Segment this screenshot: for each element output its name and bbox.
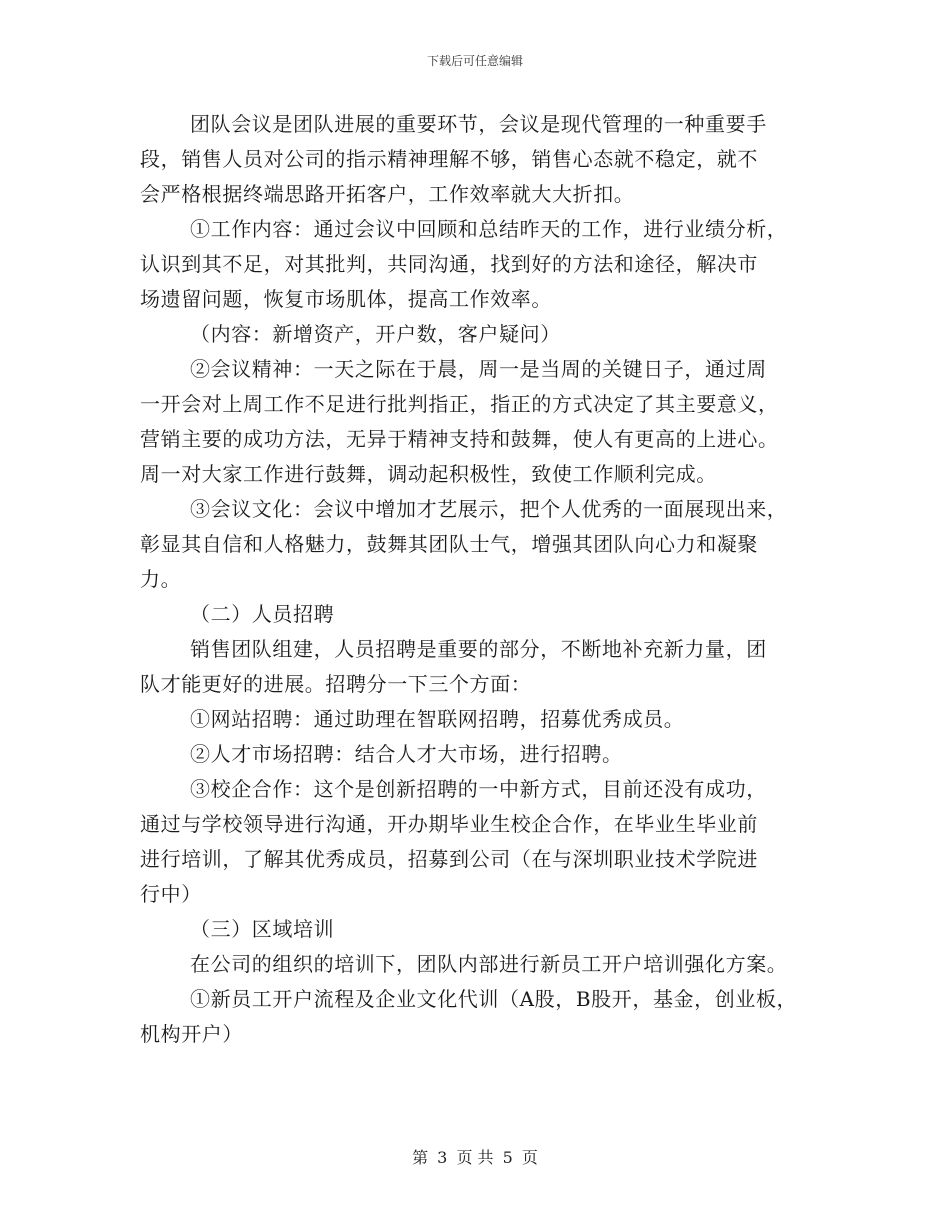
text-line: 在公司的组织的培训下，团队内部进行新员工开户培训强化方案。 (190, 952, 788, 976)
text-line: 力。 (140, 567, 182, 591)
page-header: 下载后可任意编辑 (426, 54, 523, 68)
text-line: ③校企合作：这个是创新招聘的一中新方式，目前还没有成功， (190, 777, 767, 801)
text-line: （二）人员招聘 (190, 602, 335, 626)
total-page-number: 5 (502, 1148, 513, 1167)
text-line: ①新员工开户流程及企业文化代训（A股，B股开，基金，创业板， (190, 987, 798, 1011)
text-line: 认识到其不足，对其批判，共同沟通，找到好的方法和途径，解决市 (140, 252, 758, 276)
text-line: 场遗留问题，恢复市场肌体，提高工作效率。 (140, 287, 552, 311)
text-line: 会严格根据终端思路开拓客户，工作效率就大大折扣。 (140, 182, 635, 206)
document-body (140, 107, 816, 1052)
text-line: 进行培训，了解其优秀成员，招募到公司（在与深圳职业技术学院进 (140, 847, 758, 871)
text-line: ③会议文化：会议中增加才艺展示，把个人优秀的一面展现出来， (190, 497, 788, 521)
text-line: ②会议精神：一天之际在于晨，周一是当周的关键日子，通过周 (190, 357, 767, 381)
text-line: 段，销售人员对公司的指示精神理解不够，销售心态就不稳定，就不 (140, 147, 758, 171)
text-line: ①工作内容：通过会议中回顾和总结昨天的工作，进行业绩分析， (190, 217, 788, 241)
text-line: （三）区域培训 (190, 917, 335, 941)
text-line: 通过与学校领导进行沟通，开办期毕业生校企合作，在毕业生毕业前 (140, 812, 758, 836)
text-line: （内容：新增资产，开户数，客户疑问） (190, 322, 561, 346)
text-line: 彰显其自信和人格魅力，鼓舞其团队士气，增强其团队向心力和凝聚 (140, 532, 758, 556)
text-line: 队才能更好的进展。招聘分一下三个方面： (140, 672, 532, 696)
text-line: 销售团队组建，人员招聘是重要的部分，不断地补充新力量，团 (190, 637, 767, 661)
text-line: 行中） (140, 882, 202, 906)
footer-suffix: 页 (521, 1148, 538, 1167)
text-line: 营销主要的成功方法，无异于精神支持和鼓舞，使人有更高的上进心。 (140, 427, 779, 451)
current-page-number: 3 (437, 1148, 448, 1167)
page-number-footer (0, 1148, 950, 1168)
text-line: 周一对大家工作进行鼓舞，调动起积极性，致使工作顺利完成。 (140, 462, 717, 486)
text-line: 团队会议是团队进展的重要环节，会议是现代管理的一种重要手 (190, 112, 767, 136)
text-line: 一开会对上周工作不足进行批判指正，指正的方式决定了其主要意义， (140, 392, 779, 416)
footer-middle: 页 共 (456, 1148, 494, 1167)
footer-prefix: 第 (412, 1148, 429, 1167)
text-line: ①网站招聘：通过助理在智联网招聘，招募优秀成员。 (190, 707, 685, 731)
text-line: 机构开户） (140, 1022, 243, 1046)
text-line: ②人才市场招聘：结合人才大市场，进行招聘。 (190, 742, 623, 766)
